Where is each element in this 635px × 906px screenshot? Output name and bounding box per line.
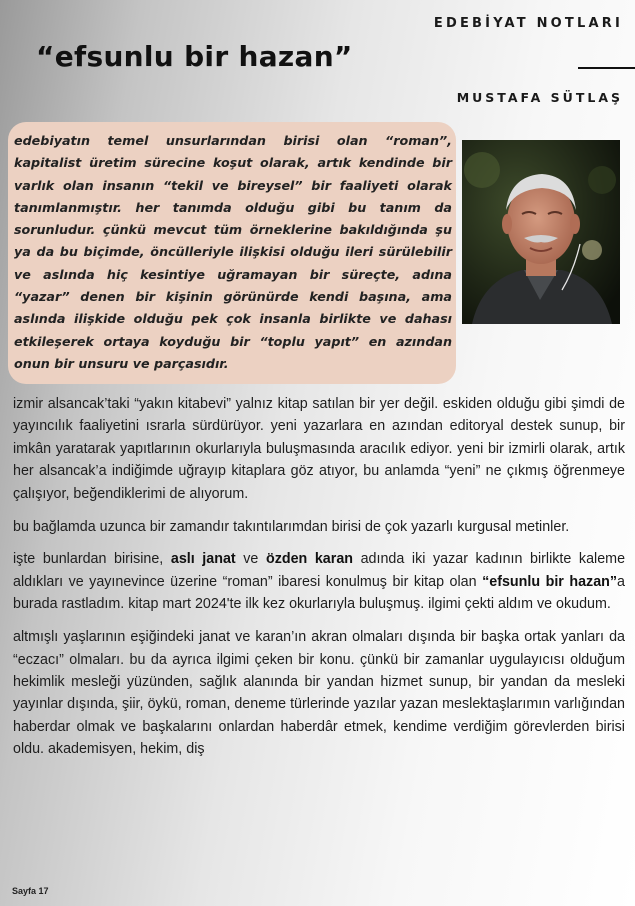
paragraph-4: altmışlı yaşlarının eşiğindeki janat ve karan’ın akran olmaları dışında bir başka ortak yanları da “eczacı” olmaları. bu da ayrıca ilgimi çeken bir konu. çünkü bir zamanlar uygulayıcısı olduğum hekimlik mesleği yüzünden, sağlık alanında bir yandan hizmet sunup, bir yandan da mesleki yayınlar dışında, şiir, öykü, roman, deneme türlerinde yazılar yazan meslektaşlarımın varlığından haberdar olmak ve başkalarını onlardan haberdâr etmek, kendime verdiğim görevlerden birisi oldu. akademisyen, hekim, diş xyxy=(13,629,625,758)
article-title: “efsunlu bir hazan” xyxy=(36,40,353,73)
page-number: Sayfa 17 xyxy=(12,886,49,896)
author-name-1: aslı janat xyxy=(170,551,236,568)
abstract-box: edebiyatın temel unsurlarından birisi olan “roman”, kapitalist üretim sürecine koşut olarak, artık kendinde bir varlık olan insanın “tekil ve bireysel” bir faaliyeti olarak tanımlanmıştır. her tanımda olduğu gibi bu tanım da sorunludur. çünkü mevcut tüm örneklerine bakıldığında şu ya da bu biçimde, öncülleriyle ilişkisi olduğu ileri sürülebilir ve aslında hiç kesintiye uğramayan bir süreçte, adına “yazar” denen bir kişinin görünürde kendi başına, ama aslında ilişkide olduğu pek çok insanla birlikte ve dahası etkileşerek ortaya koyduğu bir “toplu yapıt” en azından onun bir unsuru ve parçasıdır. xyxy=(8,122,456,384)
author-name-2: özden karan xyxy=(265,551,354,568)
paragraph-3-text-c: adında iki yazar kadının birlikte kaleme aldıkları ve yayınevince üzerine “roman” ibaresi konulmuş bir kitap olan xyxy=(13,551,626,590)
paragraph-3-text-a: işte bunlardan birisine, xyxy=(13,551,171,568)
paragraph-3-text-b: ve xyxy=(235,551,266,568)
author-photo xyxy=(462,140,620,324)
section-header: EDEBİYAT NOTLARI xyxy=(433,16,623,31)
paragraph-1: izmir alsancak’taki “yakın kitabevi” yalnız kitap satılan bir yer değil. eskiden olduğu gibi şimdi de yayıncılık faaliyetini ısrarla sürdürüyor. yeni yazarlara en azından editoryal destek sunup, bir imkân yaratarak yapıtlarının okurlarıyla buluşmasında aracılık ediyor. yeni bir izmirli olarak, artık her alsancak’a indiğimde uğrayıp kitaplara göz atıyor, bu anlamda “yeni” ne çıkmış öğrenmeye çalışıyor, beğendiklerimi de alıyorum. xyxy=(13,396,625,502)
paragraph-3 xyxy=(13,548,625,615)
title-divider xyxy=(578,67,635,69)
book-title: “efsunlu bir hazan” xyxy=(482,573,618,590)
article-body xyxy=(13,393,625,771)
author-name: MUSTAFA SÜTLAŞ xyxy=(456,90,623,105)
paragraph-3-text-d: a burada rastladım. kitap mart 2024'te ilk kez okurlarıyla buluşmuş. ilgimi çekti aldım ve okudum. xyxy=(13,573,625,613)
paragraph-2: bu bağlamda uzunca bir zamandır takıntılarımdan birisi de çok yazarlı kurgusal metinler. xyxy=(13,518,570,535)
portrait-image xyxy=(462,140,620,324)
